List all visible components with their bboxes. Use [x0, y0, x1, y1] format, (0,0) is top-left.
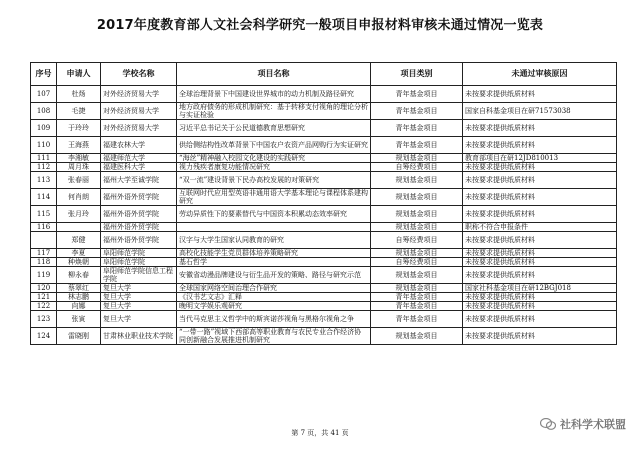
cell-school: 阜阳师范学院信息工程学院 [101, 267, 177, 284]
cell-serial: 111 [31, 154, 57, 163]
wechat-icon [540, 418, 556, 430]
cell-school: 复旦大学 [101, 311, 177, 328]
cell-type: 规划基金项目 [371, 206, 463, 223]
table-body [31, 86, 617, 345]
cell-type: 规划基金项目 [371, 267, 463, 284]
cell-applicant: 于玲玲 [57, 120, 101, 137]
cell-school: 甘肃林业职业技术学院 [101, 328, 177, 345]
cell-school: 福州外语外贸学院 [101, 223, 177, 232]
header-applicant: 申请人 [57, 63, 101, 86]
table-row [31, 311, 617, 328]
cell-serial: 118 [31, 258, 57, 267]
cell-reason: 未按要求提供纸质材料 [463, 249, 617, 258]
table-row [31, 328, 617, 345]
cell-reason: 未按要求提供纸质材料 [463, 120, 617, 137]
cell-applicant: 林志鹏 [57, 293, 101, 302]
cell-type: 规划基金项目 [371, 223, 463, 232]
cell-project: 高校化技能学生党员群体培养策略研究 [177, 249, 371, 258]
table-row [31, 249, 617, 258]
cell-applicant: 张春丽 [57, 172, 101, 189]
cell-school: 福州大学至诚学院 [101, 172, 177, 189]
cell-project: 晚明文学娱乐观研究 [177, 302, 371, 311]
cell-project: “一带一路”视域下西部高等职业教育与农民专业合作经济协同创新融合发展推进机制研究 [177, 328, 371, 345]
watermark-text: 社科学术联盟 [560, 418, 626, 431]
cell-type: 自筹经费项目 [371, 258, 463, 267]
cell-reason: 教育部项目在研12JD810013 [463, 154, 617, 163]
page-footer: 第 7 页，共 41 页 [291, 429, 349, 437]
cell-school: 福建师范大学 [101, 154, 177, 163]
cell-reason: 未按要求提供纸质材料 [463, 311, 617, 328]
cell-type: 青年基金项目 [371, 293, 463, 302]
cell-applicant: 李夏 [57, 249, 101, 258]
cell-school: 对外经济贸易大学 [101, 103, 177, 120]
cell-reason: 未按要求提供纸质材料 [463, 86, 617, 103]
cell-type: 青年基金项目 [371, 86, 463, 103]
cell-project [177, 223, 371, 232]
cell-serial: 113 [31, 172, 57, 189]
cell-school: 对外经济贸易大学 [101, 120, 177, 137]
cell-serial: 122 [31, 302, 57, 311]
cell-applicant: 毛捷 [57, 103, 101, 120]
cell-type: 规划基金项目 [371, 328, 463, 345]
cell-reason: 未按要求提供纸质材料 [463, 293, 617, 302]
cell-type: 青年基金项目 [371, 311, 463, 328]
cell-serial: 117 [31, 249, 57, 258]
cell-reason: 未按要求提供纸质材料 [463, 267, 617, 284]
table-row [31, 172, 617, 189]
cell-reason: 未按要求提供纸质材料 [463, 328, 617, 345]
cell-type: 规划基金项目 [371, 249, 463, 258]
cell-reason: 未按要求提供纸质材料 [463, 206, 617, 223]
cell-type: 青年基金项目 [371, 120, 463, 137]
table-header-row [31, 63, 617, 86]
cell-project: 基石哲学 [177, 258, 371, 267]
cell-type: 规划基金项目 [371, 172, 463, 189]
cell-type: 自筹经费项目 [371, 232, 463, 249]
header-type: 项目类别 [371, 63, 463, 86]
cell-applicant: 郑健 [57, 232, 101, 249]
cell-reason: 未按要求提供纸质材料 [463, 189, 617, 206]
cell-serial: 112 [31, 163, 57, 172]
cell-type: 青年基金项目 [371, 103, 463, 120]
document-title: 2017年度教育部人文社会科学研究一般项目申报材料审核未通过情况一览表 [96, 18, 544, 33]
cell-serial: 124 [31, 328, 57, 345]
cell-serial: 123 [31, 311, 57, 328]
table-row [31, 284, 617, 293]
cell-school: 复旦大学 [101, 302, 177, 311]
cell-reason: 未按要求提供纸质材料 [463, 163, 617, 172]
table-row [31, 154, 617, 163]
cell-school: 福州外语外贸学院 [101, 189, 177, 206]
cell-project: 全球治理背景下中国建设世界城市的动力机制及路径研究 [177, 86, 371, 103]
table-row [31, 103, 617, 120]
cell-applicant: 柳永春 [57, 267, 101, 284]
cell-serial: 119 [31, 267, 57, 284]
watermark [540, 416, 626, 432]
cell-applicant: 向娜 [57, 302, 101, 311]
cell-school: 阜阳师范学院 [101, 258, 177, 267]
table-row [31, 137, 617, 154]
cell-serial: 108 [31, 103, 57, 120]
cell-applicant [57, 223, 101, 232]
cell-reason: 未按要求提供纸质材料 [463, 302, 617, 311]
table-row [31, 302, 617, 311]
cell-school: 福建农林大学 [101, 137, 177, 154]
cell-project: “海丝”精神融入校园文化建设的实践研究 [177, 154, 371, 163]
cell-serial: 115 [31, 206, 57, 223]
cell-type: 青年基金项目 [371, 302, 463, 311]
cell-reason: 未按要求提供纸质材料 [463, 137, 617, 154]
cell-project: 地方政府债务的形成机制研究：基于转移支付视角的理论分析与实证检验 [177, 103, 371, 120]
cell-project: 互联网时代应用型英语非通用语大学基本理论与课程体系建构研究 [177, 189, 371, 206]
header-reason: 未通过审核原因 [463, 63, 617, 86]
cell-applicant: 雷晓刚 [57, 328, 101, 345]
table-row [31, 258, 617, 267]
cell-project: “双一流”建设背景下民办高校发展的对策研究 [177, 172, 371, 189]
cell-serial: 116 [31, 223, 57, 232]
header-project: 项目名称 [177, 63, 371, 86]
cell-school: 对外经济贸易大学 [101, 86, 177, 103]
cell-school: 阜阳师范学院 [101, 249, 177, 258]
cell-serial: 120 [31, 284, 57, 293]
cell-project: 全球国家网络空间治理合作研究 [177, 284, 371, 293]
cell-school: 复旦大学 [101, 293, 177, 302]
cell-reason: 未按要求提供纸质材料 [463, 232, 617, 249]
review-table [30, 62, 617, 345]
cell-serial: 110 [31, 137, 57, 154]
cell-serial: 121 [31, 293, 57, 302]
cell-school: 福州外语外贸学院 [101, 206, 177, 223]
cell-project: 汉字与大学生国家认同教育的研究 [177, 232, 371, 249]
cell-type: 规划基金项目 [371, 154, 463, 163]
cell-reason: 未按要求提供纸质材料 [463, 172, 617, 189]
cell-serial: 107 [31, 86, 57, 103]
header-serial: 序号 [31, 63, 57, 86]
cell-type: 自筹经费项目 [371, 163, 463, 172]
cell-school: 福州外语外贸学院 [101, 232, 177, 249]
cell-school: 福建医科大学 [101, 163, 177, 172]
table-row [31, 163, 617, 172]
cell-project: 供给侧结构性改革背景下中国农户农资产品网购行为实证研究 [177, 137, 371, 154]
cell-applicant: 张月玲 [57, 206, 101, 223]
cell-project: 当代马克思主义哲学中的斯宾诺莎视角与黑格尔视角之争 [177, 311, 371, 328]
cell-reason: 职称不符合申报条件 [463, 223, 617, 232]
table-row [31, 206, 617, 223]
table-row [31, 232, 617, 249]
cell-school: 复旦大学 [101, 284, 177, 293]
cell-project: 视力残疾者康复功能情况研究 [177, 163, 371, 172]
cell-applicant: 杜炀 [57, 86, 101, 103]
cell-reason: 国家自科基金项目在研71573038 [463, 103, 617, 120]
cell-applicant: 蔡翠红 [57, 284, 101, 293]
cell-project: 习近平总书记关于公民道德教育思想研究 [177, 120, 371, 137]
cell-serial: 109 [31, 120, 57, 137]
cell-serial [31, 232, 57, 249]
cell-applicant: 李湘敏 [57, 154, 101, 163]
table-row [31, 86, 617, 103]
cell-serial: 114 [31, 189, 57, 206]
cell-applicant: 张寅 [57, 311, 101, 328]
table-row [31, 120, 617, 137]
cell-applicant: 周月珠 [57, 163, 101, 172]
cell-reason: 未按要求提供纸质材料 [463, 258, 617, 267]
cell-type: 青年基金项目 [371, 137, 463, 154]
cell-applicant: 何肖朗 [57, 189, 101, 206]
table-row [31, 223, 617, 232]
cell-applicant: 王海燕 [57, 137, 101, 154]
cell-type: 规划基金项目 [371, 284, 463, 293]
cell-project: 安徽省动漫品牌建设与衍生品开发的策略、路径与研究示范 [177, 267, 371, 284]
table-row [31, 293, 617, 302]
table-row [31, 267, 617, 284]
cell-project: 《汉书艺文志》汇释 [177, 293, 371, 302]
cell-reason: 国家社科基金项目在研12BGJ018 [463, 284, 617, 293]
cell-project: 劳动异质性下的要素替代与中国资本积累动态效率研究 [177, 206, 371, 223]
cell-applicant: 种焕朝 [57, 258, 101, 267]
header-school: 学校名称 [101, 63, 177, 86]
cell-type: 规划基金项目 [371, 189, 463, 206]
table-row [31, 189, 617, 206]
